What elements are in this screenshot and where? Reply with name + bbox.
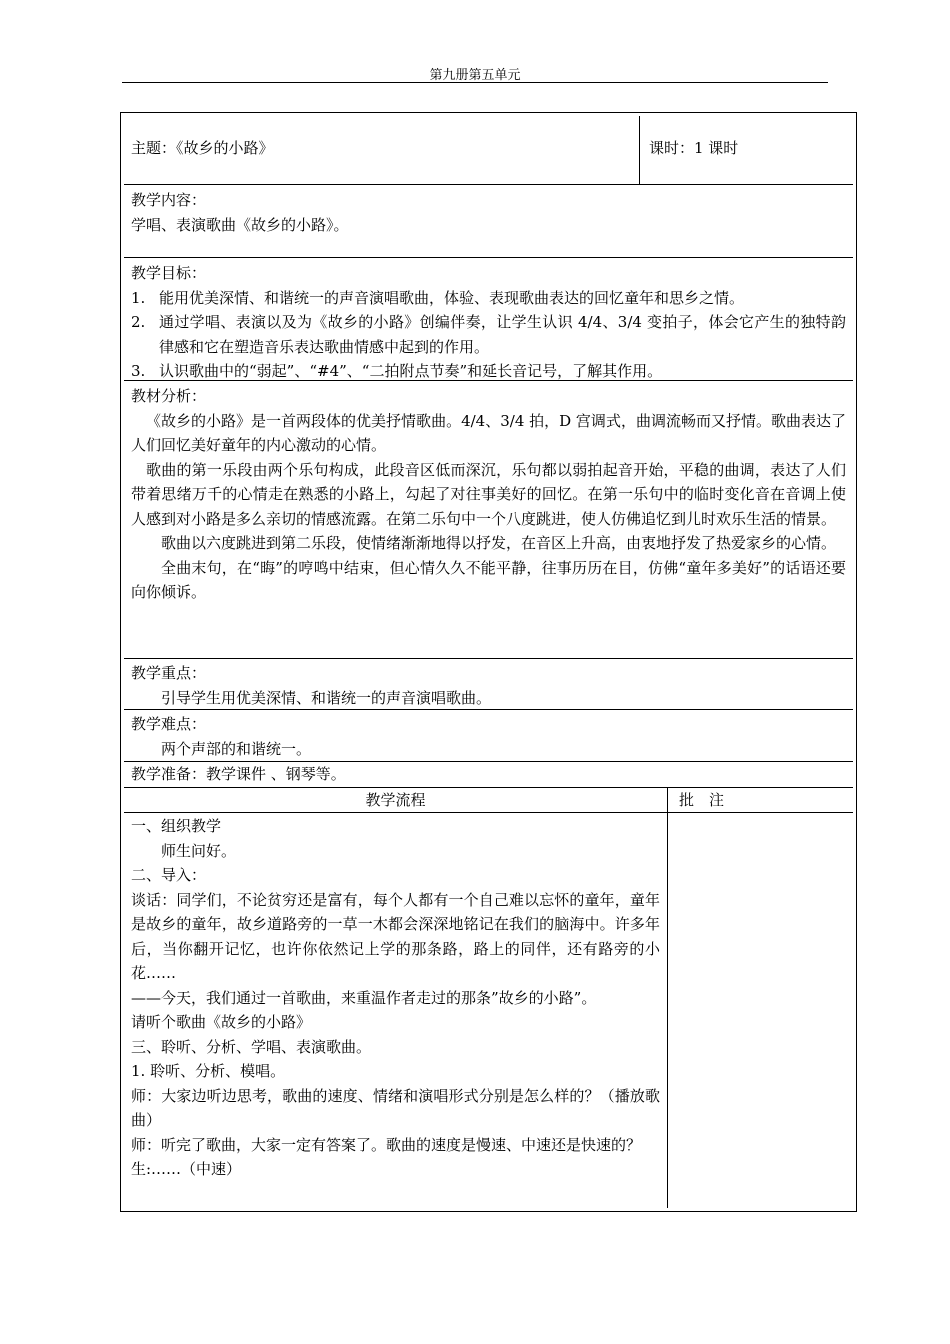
goal-item xyxy=(131,286,846,311)
prep-row xyxy=(124,762,853,788)
analysis-row xyxy=(124,381,853,659)
topic-label: 主题：《故乡的小路》 xyxy=(131,139,274,157)
goals-row xyxy=(124,258,853,381)
goal-number: 1. xyxy=(131,288,146,307)
difficulty-body: 两个声部的和谐统一。 xyxy=(161,739,312,758)
hours-cell xyxy=(640,116,853,184)
content-row xyxy=(124,185,853,258)
process-line: 1. 聆听、分析、模唱。 xyxy=(131,1062,286,1080)
content-title: 教学内容： xyxy=(131,191,207,209)
focus-row xyxy=(124,659,853,710)
topic-row xyxy=(124,116,853,185)
process-header-row xyxy=(124,788,853,813)
analysis-paragraph: 歌曲的第一乐段由两个乐句构成，此段音区低而深沉，乐句都以弱拍起音开始，平稳的曲调，表达了人们带着思绪万千的心情走在熟悉的小路上，勾起了对往事美好的回忆。在第一乐句中的临时变化音在音调上使人感到对小路是多么亲切的情感流露。在第二乐句中一个八度跳进，使人仿佛追忆到儿时欢乐生活的情景。 xyxy=(131,460,846,528)
page-header: 第九册第五单元 xyxy=(429,68,521,83)
process-line: 谈话：同学们，不论贫穷还是富有，每个人都有一个自己难以忘怀的童年，童年是故乡的童年，故乡道路旁的一草一木都会深深地铭记在我们的脑海中。许多年后，当你翻开记忆，也许你依然记上学的那条路，路上的同伴，还有路旁的小花…… xyxy=(131,890,660,982)
process-line: 生:……（中速） xyxy=(131,1160,242,1178)
topic-cell xyxy=(124,116,639,184)
goal-text: 能用优美深情、和谐统一的声音演唱歌曲，体验、表现歌曲表达的回忆童年和思乡之情。 xyxy=(159,288,745,307)
process-body-row xyxy=(124,813,853,1208)
process-line: 一、组织教学 xyxy=(131,817,222,835)
content-body: 学唱、表演歌曲《故乡的小路》。 xyxy=(131,215,349,234)
analysis-title: 教材分析： xyxy=(131,387,207,405)
process-line: ——今天，我们通过一首歌曲，来重温作者走过的那条”故乡的小路”。 xyxy=(131,988,597,1007)
flow-column-header: 教学流程 xyxy=(365,791,426,809)
goal-item xyxy=(131,310,846,359)
analysis-paragraph: 歌曲以六度跳进到第二乐段，使情绪渐渐地得以抒发，在音区上升高，由衷地抒发了热爱家乡的心情。 xyxy=(161,534,837,552)
difficulty-row xyxy=(124,710,853,762)
prep-text: 教学准备：教学课件 、钢琴等。 xyxy=(131,765,346,783)
goal-text: 通过学唱、表演以及为《故乡的小路》创编伴奏，让学生认识 4/4、3/4 变拍子，体会它产生的独特韵律感和它在塑造音乐表达歌曲情感中起到的作用。 xyxy=(159,313,846,356)
process-line: 师：大家边听边思考，歌曲的速度、情绪和演唱形式分别是怎么样的？（播放歌曲） xyxy=(131,1086,660,1129)
goal-item xyxy=(131,359,846,384)
flow-header-cell xyxy=(124,788,667,812)
goal-number: 2. xyxy=(131,313,146,331)
goal-number: 3. xyxy=(131,362,146,380)
analysis-paragraph: 《故乡的小路》是一首两段体的优美抒情歌曲。4/4、3/4 拍，D 宫调式，曲调流畅而又抒情。歌曲表达了人们回忆美好童年的内心激动的心情。 xyxy=(131,411,846,454)
process-line: 二、导入： xyxy=(131,866,207,884)
difficulty-title: 教学难点： xyxy=(131,715,207,733)
header-rule xyxy=(122,82,828,83)
flow-cell xyxy=(124,813,667,1208)
note-cell xyxy=(668,813,853,1208)
focus-body: 引导学生用优美深情、和谐统一的声音演唱歌曲。 xyxy=(161,688,492,707)
process-line: 师生问好。 xyxy=(161,841,237,860)
analysis-paragraph: 全曲末句，在“晦”的哼鸣中结束，但心情久久不能平静，往事历历在目，仿佛“童年多美好”的话语还要向你倾诉。 xyxy=(131,558,846,601)
goals-title: 教学目标： xyxy=(131,264,207,282)
note-header-cell xyxy=(668,788,853,812)
lesson-plan-table xyxy=(120,112,857,1212)
note-column-header: 批 注 xyxy=(679,791,725,809)
process-line: 师：听完了歌曲，大家一定有答案了。歌曲的速度是慢速、中速还是快速的？ xyxy=(131,1135,642,1154)
focus-title: 教学重点： xyxy=(131,664,207,682)
goal-text: 认识歌曲中的“弱起”、“#4”、“二拍附点节奏”和延长音记号，了解其作用。 xyxy=(159,362,663,380)
lesson-hours: 课时：1 课时 xyxy=(649,139,739,157)
process-line: 三、聆听、分析、学唱、表演歌曲。 xyxy=(131,1037,372,1056)
process-line: 请听个歌曲《故乡的小路》 xyxy=(131,1013,312,1031)
